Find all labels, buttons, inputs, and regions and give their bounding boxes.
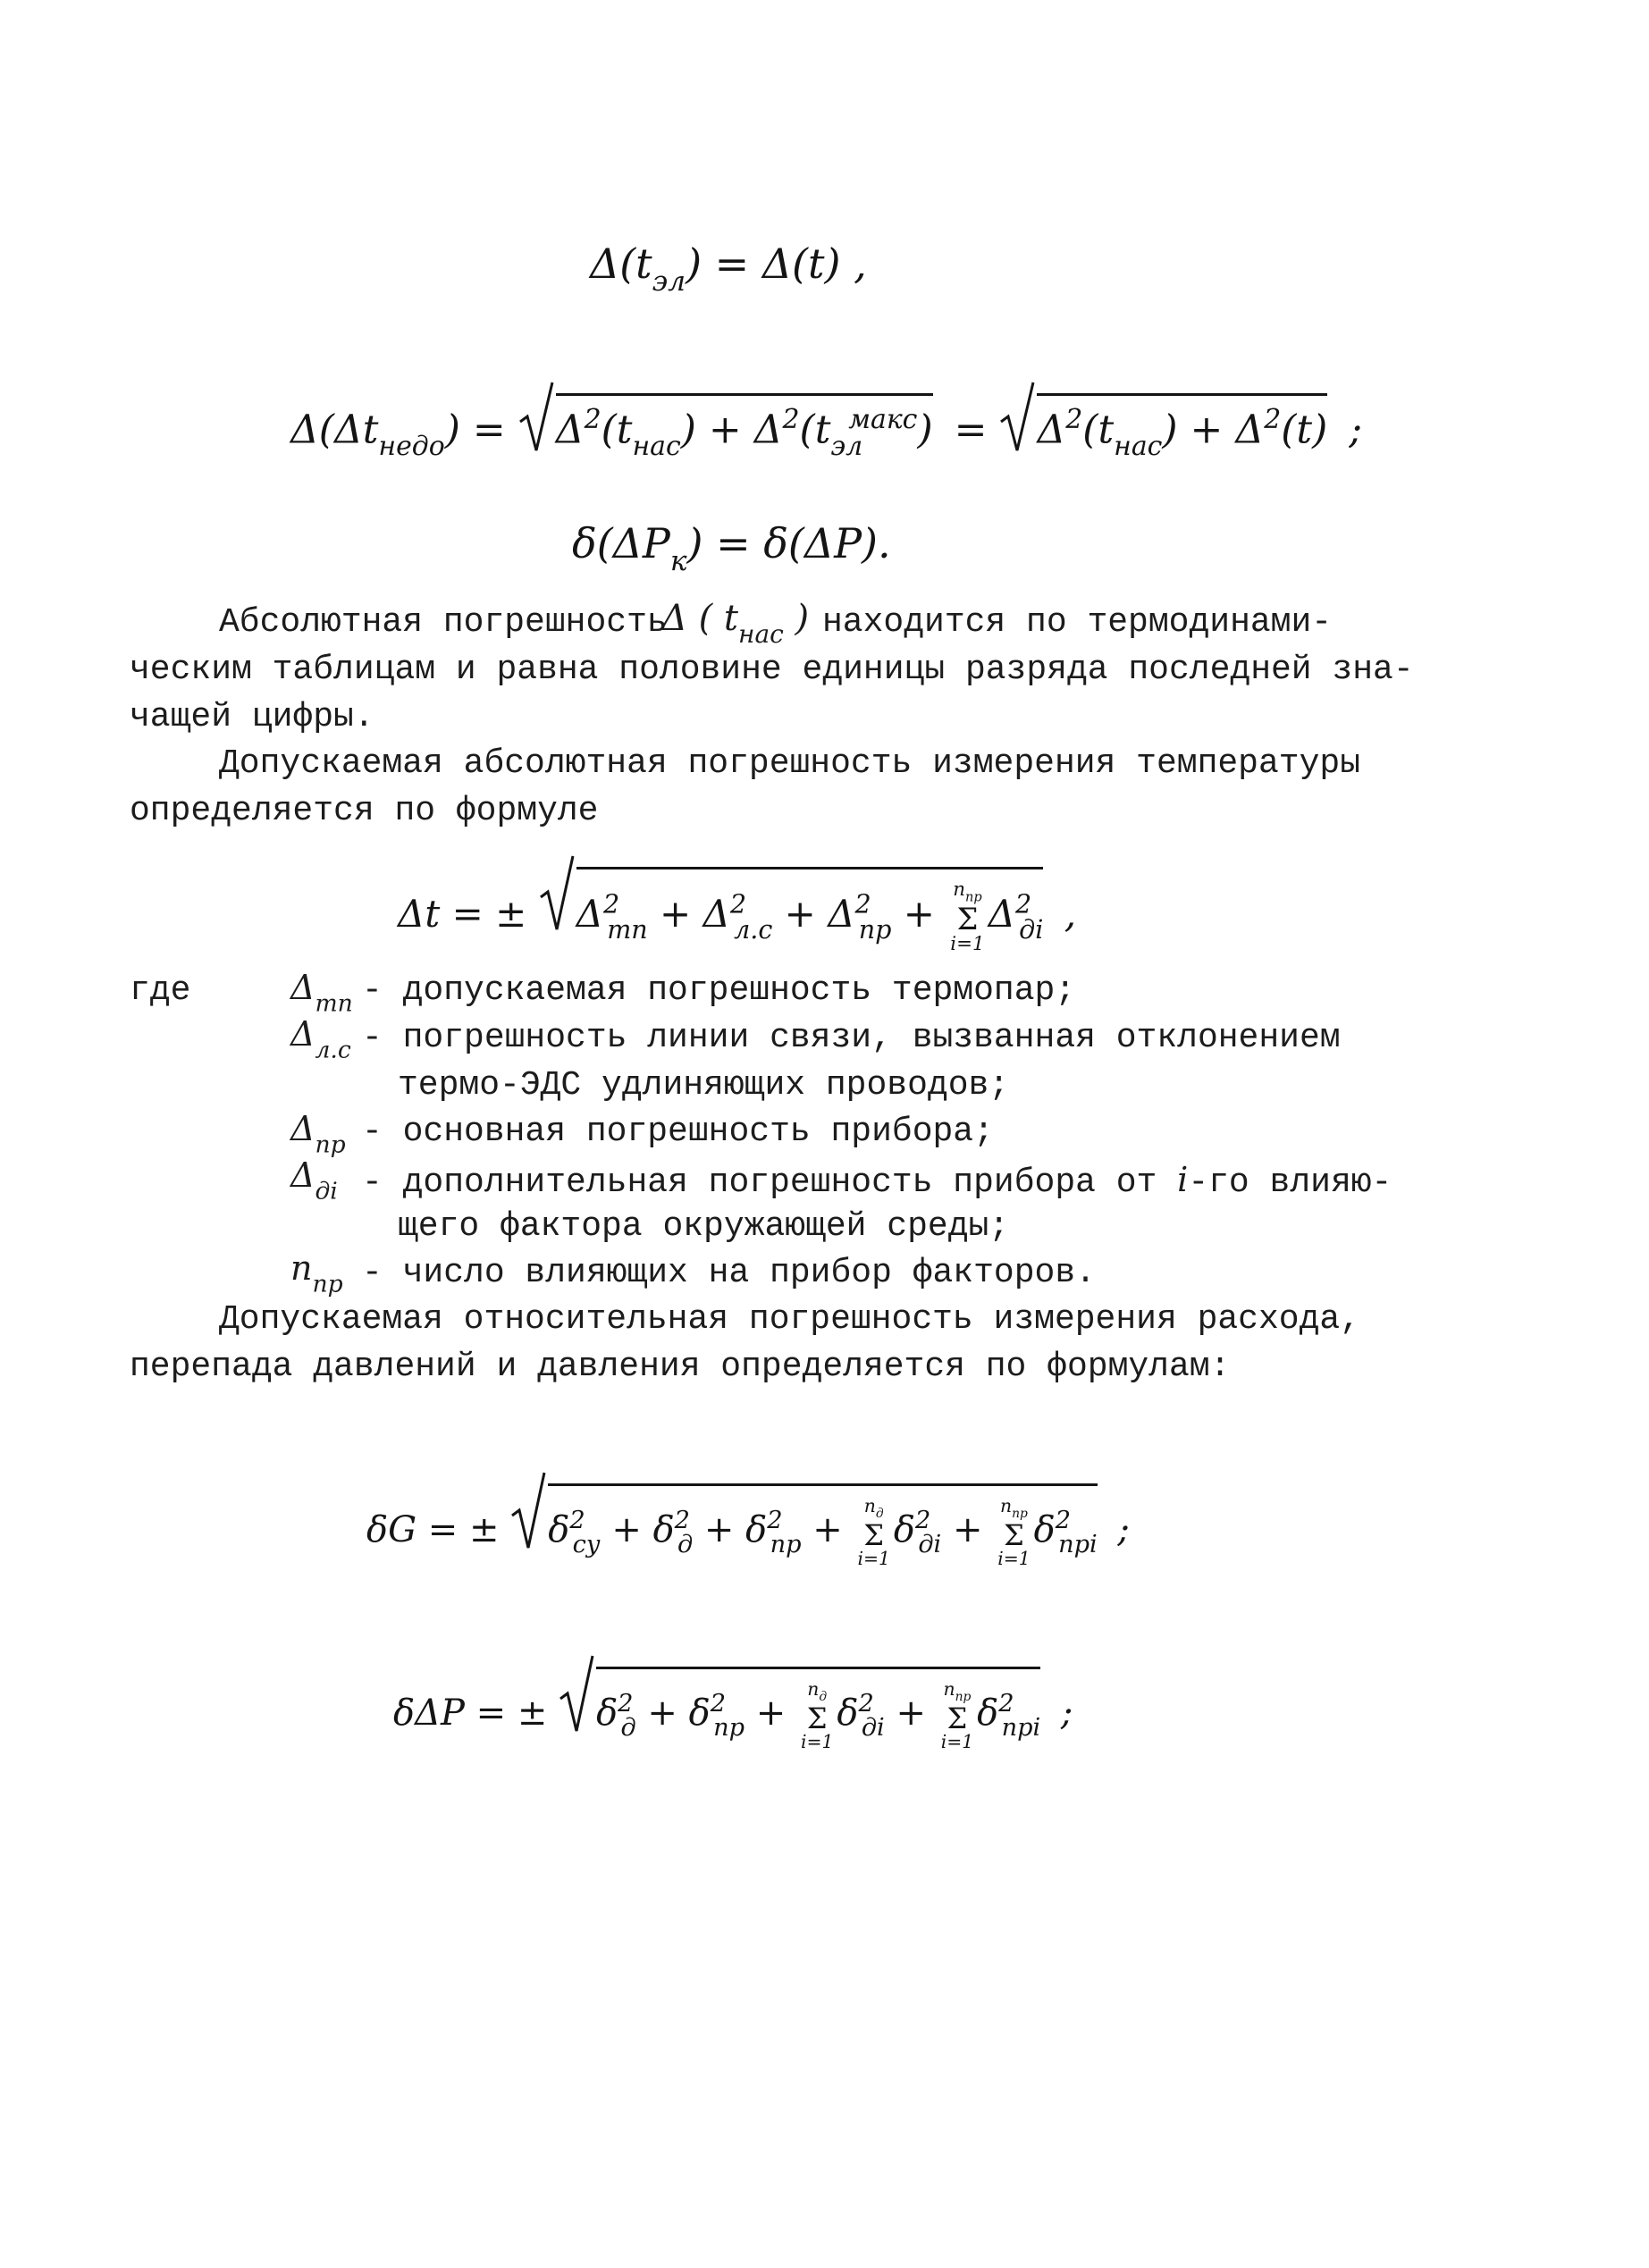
definition-delta-ls: - погрешность линии связи, вызванная отклонением: [362, 1019, 1341, 1057]
formula-1: $\Delta(t_{эл}) = \Delta(t)$ ,: [590, 239, 867, 298]
para2-line2: определяется по формуле: [130, 792, 599, 830]
definition-delta-di-a: - дополнительная погрешность прибора от: [362, 1163, 1157, 1202]
symbol-delta-ls: $\Delta_{л.с}$: [290, 1014, 351, 1064]
para1-line1a: Абсолютная погрешность: [219, 603, 668, 642]
definition-delta-di-cont: щего фактора окружающей среды;: [398, 1207, 1010, 1246]
para1-line1b: находится по термодинами-: [822, 603, 1333, 642]
definition-delta-ls-cont: термо-ЭДС удлиняющих проводов;: [398, 1066, 1010, 1105]
formula-5: δG = ± $\delta^2_{су} + \delta^2_д + \delta^2_{пр}$ + $n_д$ Σ i=1 $\delta^2_{дi}$ + $n_{пр}$ Σ i=1 $\delta^2_{прi}$ ;: [366, 1483, 1130, 1568]
symbol-delta-di: $\Delta_{дi}$: [290, 1155, 338, 1205]
para3-line2: перепада давлений и давления определяется по формулам:: [130, 1348, 1231, 1386]
formula-4: Δt = ± $\Delta^2_{тп} + \Delta^2_{л.с} + \Delta^2_{пр}$ + $n_{пр}$ Σ i=1 $\Delta^2_{дi}$ ,: [398, 867, 1076, 953]
definition-delta-tp: - допускаемая погрешность термопар;: [362, 971, 1076, 1010]
formula-3: $\delta(\Delta P_к) = \delta(\Delta P)$.: [572, 519, 891, 578]
definition-delta-di-b: -го влияю-: [1188, 1163, 1392, 1202]
definition-n-pr: - число влияющих на прибор факторов.: [362, 1254, 1096, 1292]
para2-line1: Допускаемая абсолютная погрешность измерения температуры: [219, 744, 1361, 783]
symbol-delta-pr: $\Delta_{пр}$: [290, 1109, 346, 1159]
symbol-i: i: [1177, 1160, 1189, 1199]
where-label: где: [130, 971, 191, 1010]
definition-delta-pr: - основная погрешность прибора;: [362, 1113, 994, 1151]
symbol-delta-tp: $\Delta_{тп}$: [290, 968, 353, 1018]
para1-line3: чащей цифры.: [130, 698, 374, 736]
definition-delta-di: [362, 1160, 1392, 1202]
para1-line2: ческим таблицам и равна половине единицы разряда последней зна-: [130, 651, 1414, 689]
para3-line1: Допускаемая относительная погрешность измерения расхода,: [219, 1300, 1361, 1339]
formula-6: δΔP = ± $\delta^2_д + \delta^2_{пр}$ + $n_д$ Σ i=1 $\delta^2_{дi}$ + $n_{пр}$ Σ i=1 $\delta^2_{прi}$ ;: [393, 1667, 1073, 1751]
formula-2: $\Delta(\Delta t_{недо})$ = $\Delta^2(t_{нас}) + \Delta^2(t_{эл}^{макс})$ = $\Delta^2(t_{нас}) + \Delta^2(t)$ ;: [290, 393, 1362, 460]
symbol-n-pr: $n_{пр}$: [290, 1248, 343, 1298]
inline-delta-t-nas: Δ ( $t_{нас}$ ): [661, 598, 810, 649]
